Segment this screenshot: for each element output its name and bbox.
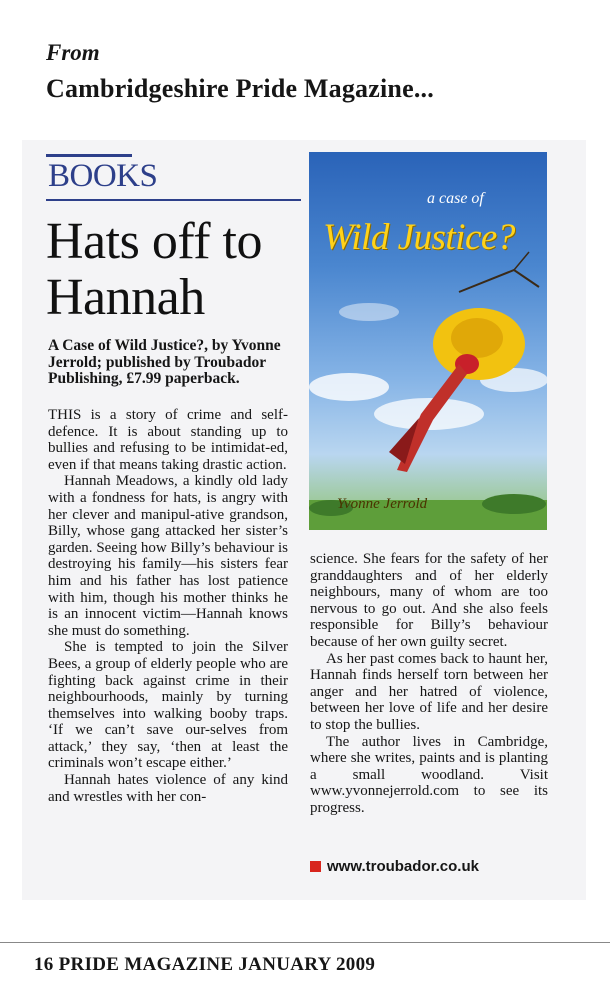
cover-title: Wild Justice?: [323, 217, 515, 258]
cover-author: Yvonne Jerrold: [337, 496, 428, 512]
paragraph: Hannah hates violence of any kind and wrestles with her con-: [48, 772, 288, 805]
book-cover: [309, 152, 547, 530]
section-top-rule: [46, 154, 132, 157]
from-label: From: [46, 40, 100, 65]
cover-subtitle: a case of: [427, 190, 484, 207]
section-label: BOOKS: [48, 158, 158, 194]
article-headline: Hats off to Hannah: [46, 213, 262, 326]
paragraph: THIS is a story of crime and self-defence. It is about standing up to bullies and refusing to be intimidat-ed, even if that means taking drastic action.: [48, 407, 288, 473]
article-column-2: [310, 551, 548, 817]
publisher-link-row: [310, 858, 479, 875]
section-rule: [46, 199, 301, 201]
cover-artwork: [309, 152, 547, 530]
paragraph: Hannah Meadows, a kindly old lady with a fondness for hats, is angry with her clever and manipul-ative grandson, Billy, whose gang attacked her sister’s garden. Seeing how Billy’s behaviour is destroying his family—his sisters fear him and his father has lost patience with him, though his mother thinks he is an innocent victim—Hannah knows she must do something.: [48, 473, 288, 639]
red-square-icon: [310, 861, 321, 872]
magazine-title: Cambridgeshire Pride Magazine...: [46, 74, 434, 103]
paragraph: science. She fears for the safety of her granddaughters and of her elderly neighbours, many of whom are too nervous to go out. And she also feels responsible for Billy’s behaviour because of her own guilty secret.: [310, 551, 548, 650]
article-column-1: [48, 407, 288, 805]
paragraph: As her past comes back to haunt her, Hannah finds herself torn between her anger and her hatred of violence, between her love of life and her desire to stop the bullies.: [310, 650, 548, 733]
article-byline: A Case of Wild Justice?, by Yvonne Jerrold; published by Troubador Publishing, £7.99 paperback.: [48, 337, 281, 387]
footer-rule: [0, 942, 610, 943]
paragraph: She is tempted to join the Silver Bees, a group of elderly people who are fighting back against crime in their neighbourhoods, mainly by turning themselves into walking booby traps. ‘If we can’t save our-selves from attack,’ they say, ‘then at least the criminals won’t escape either.’: [48, 639, 288, 772]
page-footer: 16 PRIDE MAGAZINE JANUARY 2009: [34, 954, 376, 975]
publisher-link[interactable]: www.troubador.co.uk: [327, 858, 479, 875]
paragraph: The author lives in Cambridge, where she writes, paints and is planting a small woodland. Visit www.yvonnejerrold.com to see its progress.: [310, 733, 548, 816]
